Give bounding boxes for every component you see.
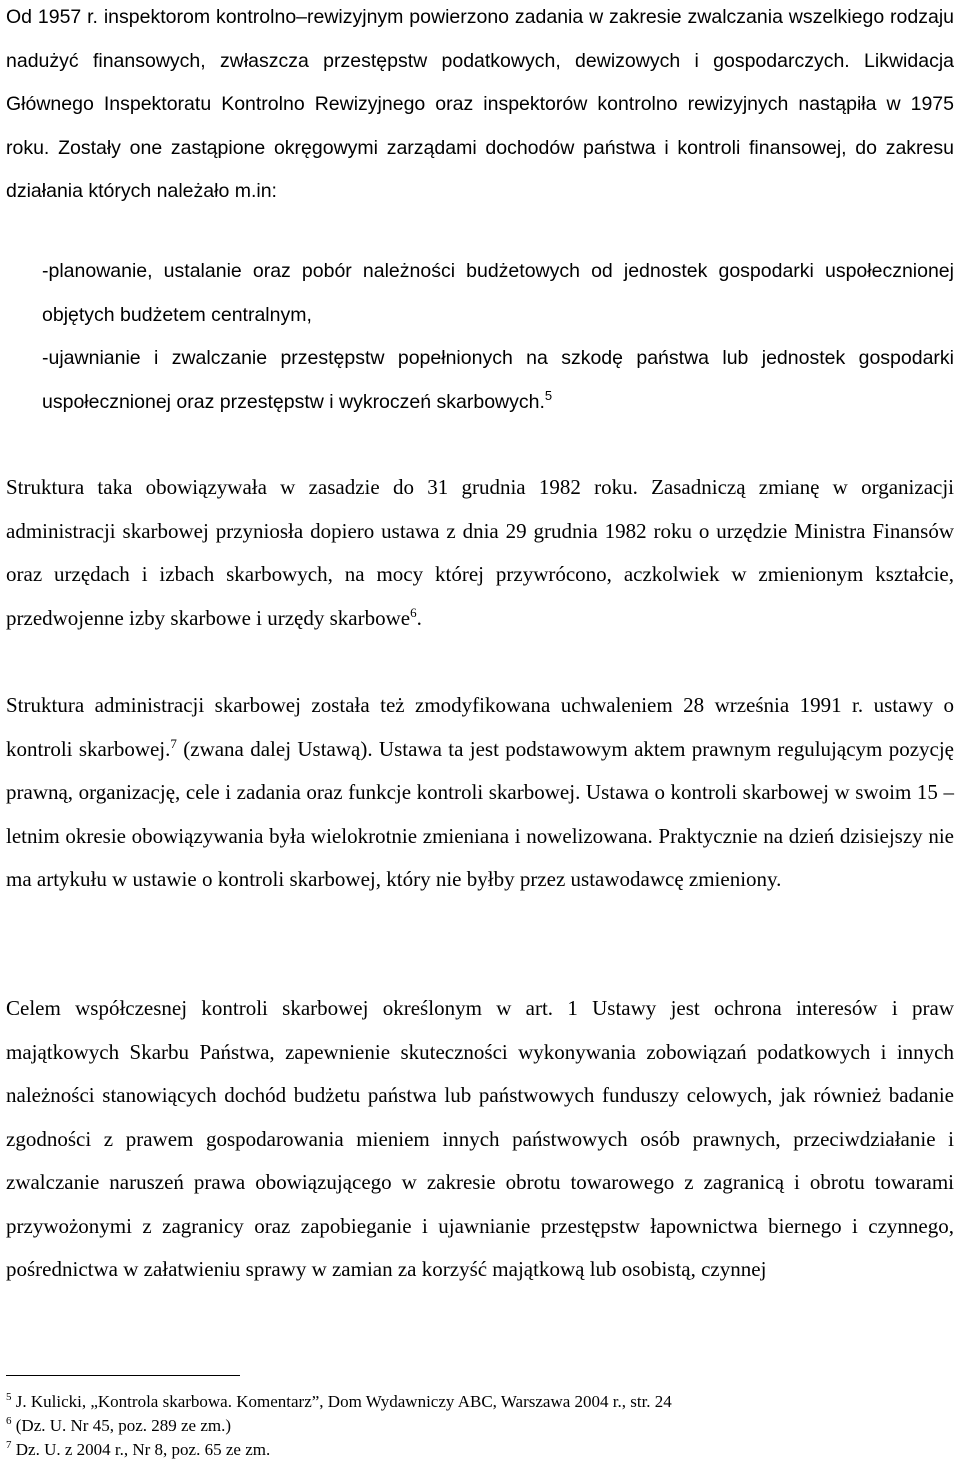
paragraph-history-1957 [6,0,954,214]
footnote-ref: 7 [170,735,177,751]
list-item-crime-prevention [42,337,954,424]
list-item-text: -ujawnianie i zwalczanie przestępstw popełnionych na szkodę państwa lub jednostek gospodarki uspołecznionej oraz przestępstw i wykroczeń skarbowych. [42,347,954,413]
footnote-text: Dz. U. z 2004 r., Nr 8, poz. 65 ze zm. [11,1440,271,1459]
footnote-text: J. Kulicki, „Kontrola skarbowa. Komentarz”, Dom Wydawniczy ABC, Warszawa 2004 r., str. 24 [11,1392,672,1411]
paragraph-text: Struktura administracji skarbowej została też zmodyfikowana uchwaleniem 28 września 1991 r. ustawy o kontroli skarbowej. [6,693,954,761]
paragraph-purpose [6,987,954,1292]
paragraph-text: Celem współczesnej kontroli skarbowej określonym w art. 1 Ustawy jest ochrona interesów i praw majątkowych Skarbu Państwa, zapewnienie skuteczności wykonywania zobowiązań podatkowych i innych należności stanowiących dochód budżetu państwa lub państwowych funduszy celowych, jak również badanie zgodności z prawem gospodarowania mieniem innych państwowych osób prawnych, przeciwdziałanie i zwalczanie naruszeń prawa obowiązującego w zakresie obrotu towarowego z zagranicą i obrotu towarami przywożonymi z zagranicy oraz zapobieganie i ujawnianie przestępstw łapownictwa biernego i czynnego, pośrednictwa w załatwieniu sprawy w zamian za korzyść majątkową lub osobistą, czynnej [6,996,954,1281]
list-item-text: -planowanie, ustalanie oraz pobór należności budżetowych od jednostek gospodarki uspołecznionej objętych budżetem centralnym, [42,260,954,326]
footnote-6 [6,1414,954,1438]
list-item-planning [42,250,954,337]
paragraph-text-end: . [416,605,422,630]
footnote-number: 7 [6,1439,12,1451]
footnote-separator [6,1375,240,1376]
paragraph-structure-1982 [6,466,954,640]
footnote-7 [6,1438,954,1462]
footnote-number: 6 [6,1415,12,1427]
footnote-number: 5 [6,1391,12,1403]
footnote-5 [6,1390,954,1414]
paragraph-structure-1991 [6,684,954,902]
footnote-ref: 6 [410,604,417,620]
paragraph-text: Od 1957 r. inspektorom kontrolno–rewizyjnym powierzono zadania w zakresie zwalczania wszelkiego rodzaju nadużyć finansowych, zwłaszcza przestępstw podatkowych, dewizowych i gospodarczych. Likwidacja Głównego Inspektoratu Kontrolno Rewizyjnego oraz inspektorów kontrolno rewizyjnych nastąpiła w 1975 roku. Zostały one zastąpione okręgowymi zarządami dochodów państwa i kontroli finansowej, do zakresu działania których należało m.in: [6,6,954,202]
paragraph-text-continued: (zwana dalej Ustawą). Ustawa ta jest podstawowym aktem prawnym regulującym pozycję prawną, organizację, cele i zadania oraz funkcje kontroli skarbowej. Ustawa o kontroli skarbowej w swoim 15 –letnim okresie obowiązywania była wielokrotnie zmieniana i nowelizowana. Praktycznie na dzień dzisiejszy nie ma artykułu w ustawie o kontroli skarbowej, który nie byłby przez ustawodawcę zmieniony. [6,736,954,891]
footnote-ref: 5 [544,387,553,403]
footnote-text: (Dz. U. Nr 45, poz. 289 ze zm.) [11,1416,232,1435]
paragraph-text: Struktura taka obowiązywała w zasadzie do 31 grudnia 1982 roku. Zasadniczą zmianę w organizacji administracji skarbowej przyniosła dopiero ustawa z dnia 29 grudnia 1982 roku o urzędzie Ministra Finansów oraz urzędach i izbach skarbowych, na mocy której przywrócono, aczkolwiek w zmienionym kształcie, przedwojenne izby skarbowe i urzędy skarbowe [6,475,954,630]
